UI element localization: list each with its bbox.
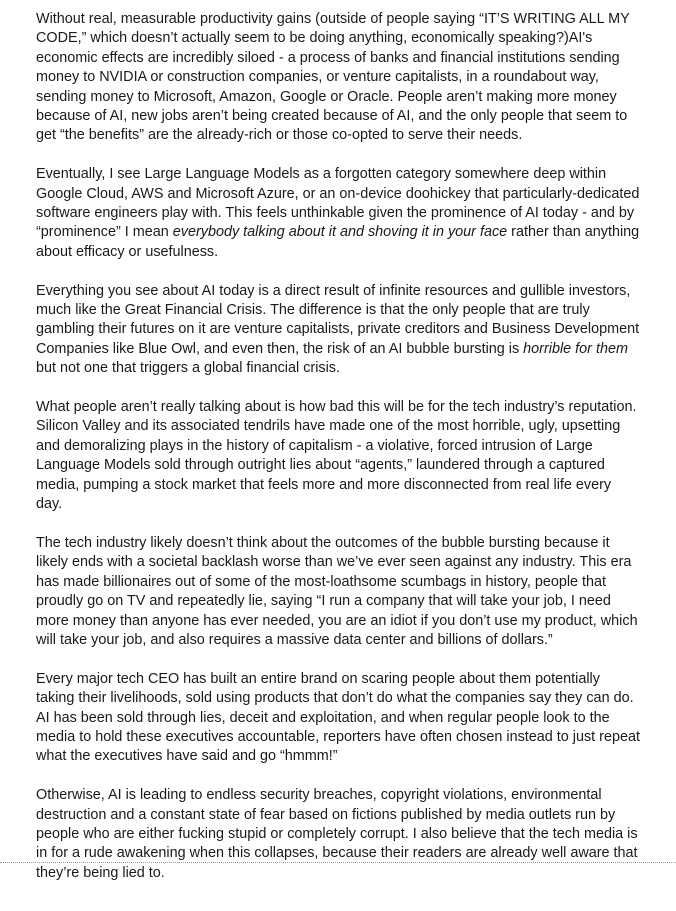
- paragraph-3-text-end: but not one that triggers a global financial crisis.: [36, 360, 340, 377]
- paragraph-2-text-start: Eventually, I see Large Language Models as a forgotten category somewhere deep within Google Cloud, AWS and Microsoft Azure, or an on-device doohickey that particularly-dedicated software engineers play with. This feels unthinkable given the prominence of AI today - and by “prominence” I mean: [36, 166, 640, 241]
- paragraph-3-text-start: Everything you see about AI today is a direct result of infinite resources and gullible investors, much like the Great Financial Crisis. The difference is that the only people that are truly gambling their futures on it are venture capitalists, private creditors and Business Development Companies like Blue Owl, and even then, the risk of an AI bubble bursting is: [36, 282, 640, 357]
- paragraph-1: Without real, measurable productivity gains (outside of people saying “IT’S WRITING ALL MY CODE,” which doesn’t actually seem to be doing anything, economically speaking?)AI's economic effects are incredibly siloed - a process of banks and financial institutions sending money to NVIDIA or construction companies, or venture capitalists, in a roundabout way, sending money to Microsoft, Amazon, Google or Oracle. People aren’t making more money because of AI, new jobs aren’t being created because of AI, and the only people that seem to get “the benefits” are the already-rich or those co-opted to serve their needs.: [36, 11, 630, 144]
- paragraph-3-emphasis: horrible for them: [523, 340, 628, 357]
- paragraph-2: [36, 165, 640, 262]
- paragraph-5: The tech industry likely doesn’t think about the outcomes of the bubble bursting because it likely ends with a societal backlash worse than we’ve ever seen against any industry. This era has made billionaires out of some of the most-loathsome scumbags in history, people that proudly go on TV and repeatedly lie, saying “I run a company that will take your job, I need more money than anyone has ever needed, you are an idiot if you don’t use my product, which will take your job, and also requires a massive data center and billions of dollars.”: [36, 534, 638, 648]
- paragraph-3: [36, 282, 640, 379]
- paragraph-2-emphasis: everybody talking about it and shoving it in your face: [172, 224, 508, 241]
- paragraph-6: Every major tech CEO has built an entire brand on scaring people about them potentially taking their livelihoods, sold using products that don’t do what the companies say they can do. AI has been sold through lies, deceit and exploitation, and when regular people look to the media to hold these executives accountable, reporters have often chosen instead to just repeat what the executives have said and go “hmmm!”: [36, 670, 640, 765]
- paragraph-4: What people aren’t really talking about is how bad this will be for the tech industry’s reputation. Silicon Valley and its associated tendrils have made one of the most horrible, ugly, upsetting and demoralizing plays in the history of capitalism - a violative, forced intrusion of Large Language Models sold through outright lies about “agents,” laundered through a captured media, pumping a stock market that feels more and more disconnected from real life every day.: [36, 399, 637, 513]
- paragraph-7: Otherwise, AI is leading to endless security breaches, copyright violations, environmental destruction and a constant state of fear based on fictions published by media outlets run by people who are either fucking stupid or completely corrupt. I also believe that the tech media is in for a rude awakening when this collapses, because their readers are already well aware that they’re being lied to.: [36, 787, 638, 881]
- paragraph-2-text-end: rather than anything about efficacy or usefulness.: [36, 224, 640, 260]
- page-break-divider: [0, 862, 676, 863]
- article-body: [36, 10, 640, 903]
